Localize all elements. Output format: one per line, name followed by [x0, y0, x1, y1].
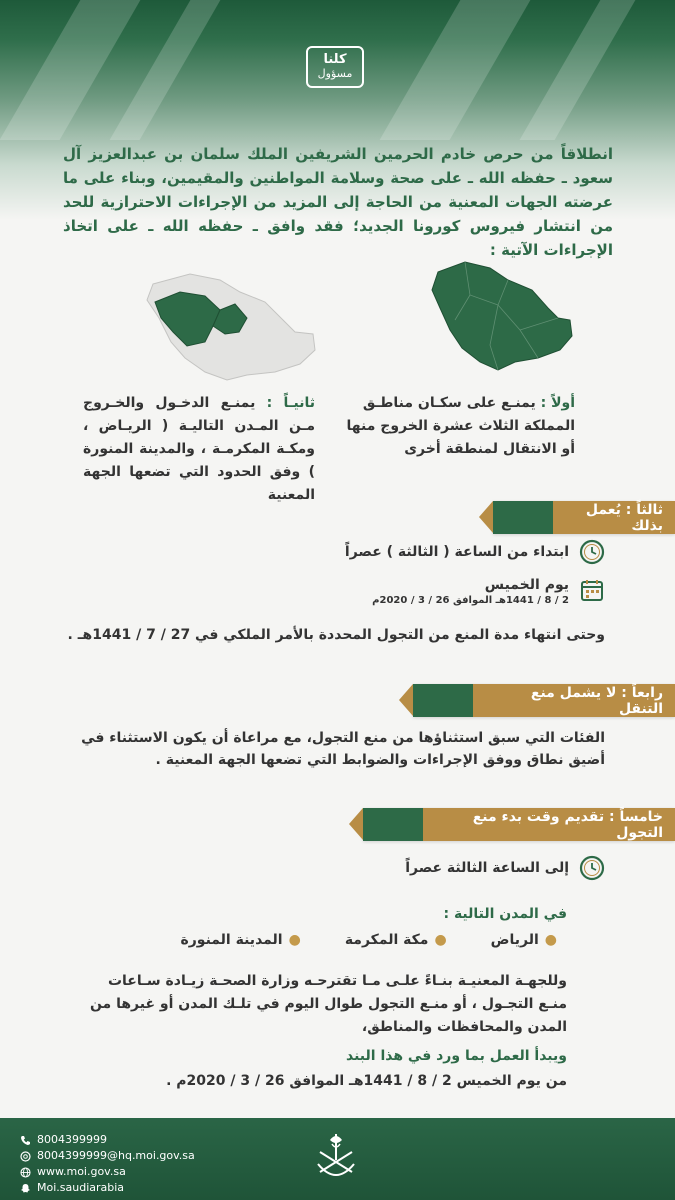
social-item[interactable] [20, 1180, 195, 1196]
kulna-masool-logo [306, 46, 364, 88]
email-item[interactable] [20, 1148, 195, 1164]
section-first-text: يمنـع على سكـان مناطـق المملكة الثلاث عشرة الخروج منها أو الانتقال لمنطقة أخرى [346, 395, 575, 457]
day-text: يوم الخميس [484, 577, 569, 593]
website-item[interactable] [20, 1164, 195, 1180]
cities-title: في المدن التالية : [443, 906, 567, 922]
section-fifth-title: خامساً : تقديم وقت بدء منع التجول [423, 808, 675, 841]
saudi-map-all-regions-icon [420, 250, 580, 375]
social-text: Moi.saudiarabia [37, 1181, 125, 1194]
city-item: ●مكة المكرمة [344, 932, 447, 948]
city-item: ●المدينة المنورة [180, 932, 301, 948]
section-first [340, 392, 575, 461]
footer [0, 1118, 675, 1200]
until-text: وحتى انتهاء مدة المنع من التجول المحددة بالأمر الملكي في 27 / 7 / 1441هـ . [67, 627, 605, 643]
saudi-map-cities-icon [135, 262, 325, 382]
globe-icon [20, 1167, 31, 1178]
snapchat-icon [20, 1183, 31, 1194]
date-text: 2 / 8 / 1441هـ الموافق 26 / 3 / 2020م [372, 595, 569, 606]
saudi-emblem-icon [312, 1130, 360, 1186]
fifth-paragraph: وللجهـة المعنيـة بنـاءً علـى مـا تقترحـه وزارة الصحـة زيـادة سـاعات منـع التجـول ، أو منـع التجول طوال اليوم في تلـك المدن أو غيرها من المدن والمحافظات والمناطق، [89, 973, 567, 1035]
clock-icon [579, 855, 605, 881]
calendar-icon [579, 577, 605, 603]
section-third-header [493, 501, 675, 534]
section-fourth-title: رابعاً : لا يشمل منع التنقل [473, 684, 675, 717]
clock-icon [579, 539, 605, 565]
intro-paragraph: انطلاقاً من حرص خادم الحرمين الشريفين الملك سلمان بن عبدالعزيز آل سعود ـ حفظه الله ـ على صحة وسلامة المواطنين والمقيمين، وبناء على ما عرضته الجهات المعنية من الحاجة إلى المزيد من الإجراءات الاحترازية للحد من انتشار فيروس كورونا الجديد؛ فقد وافق ـ حفظه الله ـ على اتخاذ الإجراءات الآتية : [63, 145, 613, 259]
logo-line-1: كلنا [323, 52, 347, 67]
website-text: www.moi.gov.sa [37, 1165, 126, 1178]
email-icon [20, 1151, 31, 1162]
day-row [372, 577, 605, 606]
contact-info [20, 1132, 195, 1196]
phone-item[interactable] [20, 1132, 195, 1148]
section-fifth-header [363, 808, 675, 841]
phone-text: 8004399999 [37, 1133, 107, 1146]
section-second-lead: ثانيـاً : [255, 395, 315, 411]
section-fourth-header [413, 684, 675, 717]
section-third-title: ثالثاً : يُعمل بذلك [553, 501, 675, 534]
fifth-time-row [405, 855, 605, 881]
cities-list [180, 932, 557, 948]
fifth-time-text: إلى الساعة الثالثة عصراً [405, 860, 569, 876]
phone-icon [20, 1135, 31, 1146]
logo-line-2: مسؤول [317, 67, 353, 80]
start-time-row [345, 539, 605, 565]
section-first-lead: أولاً : [535, 395, 575, 411]
fourth-text: الفئات التي سبق استثناؤها من منع التجول، مع مراعاة أن يكون الاستثناء في أضيق نطاق ووفق الإجراءات والضوابط التي تضعها الجهة المعنية . [81, 730, 605, 768]
fifth-start-title: ويبدأ العمل بما ورد في هذا البند [346, 1048, 567, 1064]
section-second-text: يمنـع الدخـول والخـروج مـن المـدن التاليـة ( الريـاض ، ومكـة المكرمـة ، والمدينة المنورة ) وفق الحدود التي تضعها الجهة المعنية [83, 395, 315, 503]
email-text: 8004399999@hq.moi.gov.sa [37, 1149, 195, 1162]
start-time-text: ابتداء من الساعة ( الثالثة ) عصراً [344, 544, 569, 560]
fifth-start-date: من يوم الخميس 2 / 8 / 1441هـ الموافق 26 / 3 / 2020م . [166, 1073, 567, 1089]
section-second [83, 392, 315, 507]
city-item: ●الرياض [490, 932, 557, 948]
